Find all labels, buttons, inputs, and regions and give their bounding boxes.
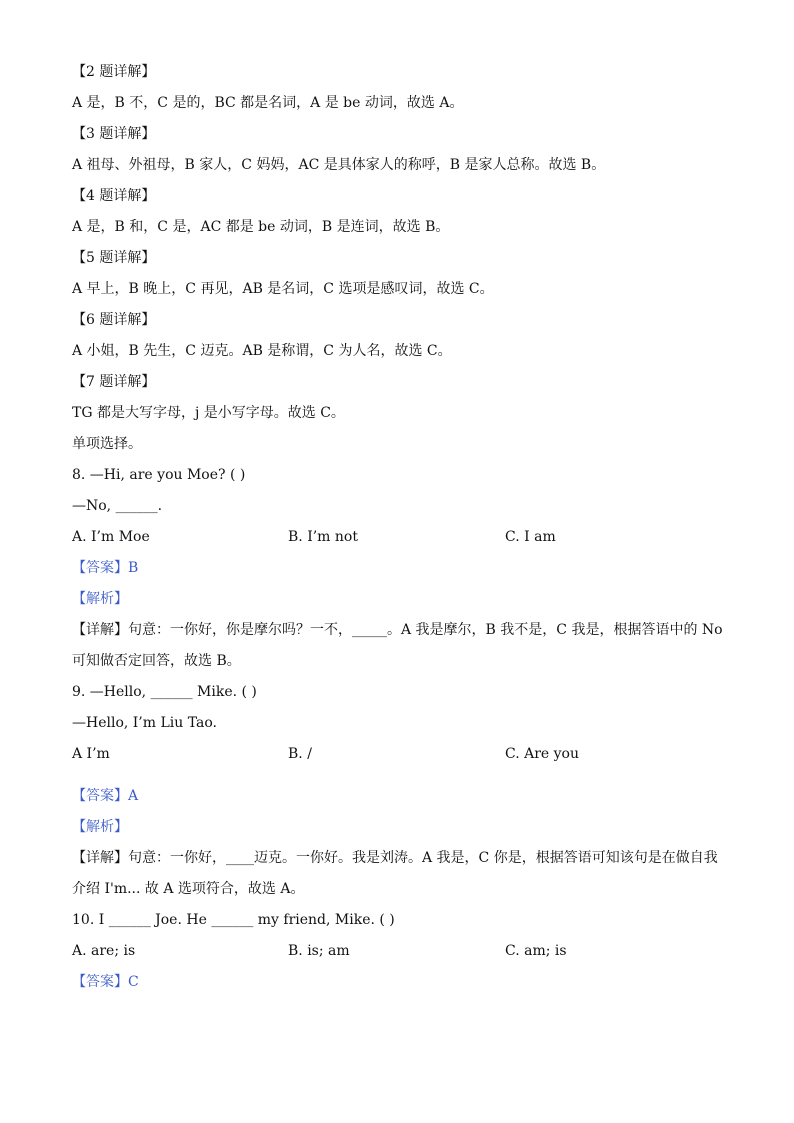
document-page xyxy=(72,62,722,1003)
q10-question: 10. I ______ Joe. He ______ my friend, Mike. ( ) xyxy=(72,912,395,928)
q9-option-b: B. / xyxy=(288,746,312,762)
q5-detail-text: A 早上，B 晚上，C 再见，AB 是名词，C 选项是感叹词，故选 C。 xyxy=(72,281,494,297)
q8-option-b: B. I’m not xyxy=(288,529,358,545)
q9-option-a: A I’m xyxy=(72,746,110,762)
q9-question: 9. —Hello, ______ Mike. ( ) xyxy=(72,684,257,700)
q5-detail-heading: 【5 题详解】 xyxy=(72,250,156,266)
q2-detail-heading: 【2 题详解】 xyxy=(72,64,156,80)
q9-detail-line-1: 【详解】句意：一你好，____迈克。一你好。我是刘涛。A 我是，C 你是，根据答语可知该句是在做自我 xyxy=(72,850,718,866)
section-title: 单项选择。 xyxy=(72,436,142,452)
q8-reply: —No, ______. xyxy=(72,498,163,514)
q9-reply: —Hello, I’m Liu Tao. xyxy=(72,715,217,731)
q4-detail-heading: 【4 题详解】 xyxy=(72,188,156,204)
q8-detail-line-1: 【详解】句意：一你好，你是摩尔吗？一不，_____。A 我是摩尔，B 我不是，C 我是，根据答语中的 No xyxy=(72,622,723,638)
q9-option-c: C. Are you xyxy=(505,746,580,762)
q7-detail-heading: 【7 题详解】 xyxy=(72,374,156,390)
q10-answer: 【答案】C xyxy=(72,974,139,990)
q10-option-c: C. am; is xyxy=(505,943,567,959)
q10-options xyxy=(72,941,722,961)
q8-answer: 【答案】B xyxy=(72,560,139,576)
q4-detail-text: A 是，B 和，C 是，AC 都是 be 动词，B 是连词，故选 B。 xyxy=(72,219,450,235)
q8-detail-line-2: 可知做否定回答，故选 B。 xyxy=(72,653,241,669)
q6-detail-text: A 小姐，B 先生，C 迈克。AB 是称谓，C 为人名，故选 C。 xyxy=(72,343,452,359)
q10-option-b: B. is; am xyxy=(288,943,350,959)
q10-option-a: A. are; is xyxy=(72,943,136,959)
q2-detail-text: A 是，B 不，C 是的，BC 都是名词，A 是 be 动词，故选 A。 xyxy=(72,95,464,111)
q8-option-c: C. I am xyxy=(505,529,556,545)
q9-answer: 【答案】A xyxy=(72,788,139,804)
q9-detail-line-2: 介绍 I'm... 故 A 选项符合，故选 A。 xyxy=(72,881,305,897)
q9-options xyxy=(72,744,722,764)
q8-analysis: 【解析】 xyxy=(72,591,128,607)
q8-question: 8. —Hi, are you Moe? ( ) xyxy=(72,467,246,483)
q9-analysis: 【解析】 xyxy=(72,819,128,835)
q8-option-a: A. I’m Moe xyxy=(72,529,150,545)
q7-detail-text: TG 都是大写字母，j 是小写字母。故选 C。 xyxy=(72,405,345,421)
q3-detail-text: A 祖母、外祖母，B 家人，C 妈妈，AC 是具体家人的称呼，B 是家人总称。故选 B。 xyxy=(72,157,606,173)
q6-detail-heading: 【6 题详解】 xyxy=(72,312,156,328)
q8-options xyxy=(72,527,722,547)
q3-detail-heading: 【3 题详解】 xyxy=(72,126,156,142)
